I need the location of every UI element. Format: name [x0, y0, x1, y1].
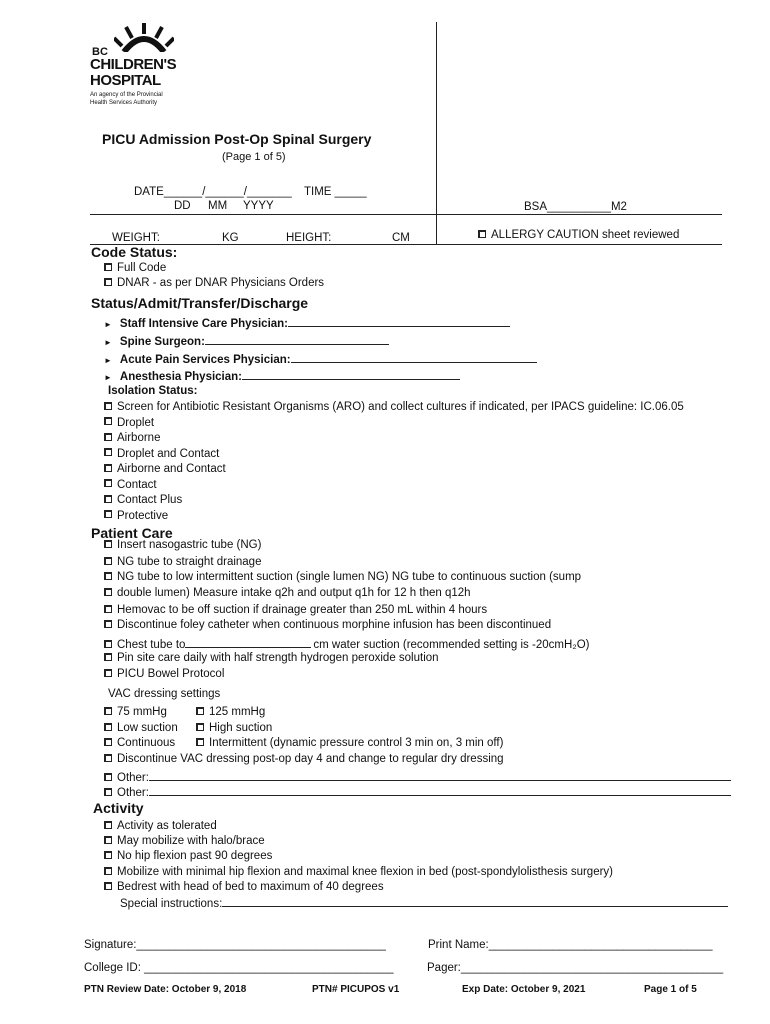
- logo-bc: BC: [92, 46, 108, 58]
- status-heading: Status/Admit/Transfer/Discharge: [91, 295, 309, 311]
- vac-discontinue[interactable]: Discontinue VAC dressing post-op day 4 and change to regular dry dressing: [104, 753, 504, 765]
- checkbox-row[interactable]: [104, 850, 272, 862]
- page-title: PICU Admission Post-Op Spinal Surgery: [102, 131, 372, 147]
- print-name-field[interactable]: Print Name:___________________________________: [428, 939, 713, 951]
- checkbox-label: Pin site care daily with half strength hydrogen peroxide solution: [117, 652, 439, 664]
- checkbox-label: Droplet and Contact: [117, 447, 220, 460]
- checkbox-label: Droplet: [117, 416, 155, 429]
- staff-physician-field[interactable]: ► Staff Intensive Care Physician:: [104, 315, 510, 330]
- checkbox-row[interactable]: [104, 636, 590, 651]
- acute-pain-field[interactable]: ► Acute Pain Services Physician:: [104, 351, 537, 366]
- checkbox[interactable]: [104, 588, 112, 596]
- checkbox[interactable]: [104, 707, 112, 715]
- code-full-code[interactable]: Full Code: [104, 262, 166, 274]
- special-instructions[interactable]: Special instructions:: [120, 895, 728, 910]
- vac-125[interactable]: 125 mmHg: [196, 706, 265, 718]
- bsa-field[interactable]: BSA__________M2: [524, 201, 627, 213]
- checkbox[interactable]: [104, 402, 112, 410]
- checkbox-row[interactable]: [104, 432, 160, 444]
- bullet-arrow-icon: ►: [104, 373, 112, 382]
- patient-care-heading: Patient Care: [91, 525, 173, 541]
- review-date: PTN Review Date: October 9, 2018: [84, 984, 247, 995]
- checkbox-row[interactable]: [104, 587, 471, 599]
- bullet-arrow-icon: ►: [104, 356, 112, 365]
- checkbox-row[interactable]: [104, 556, 261, 568]
- checkbox-row[interactable]: [104, 881, 384, 893]
- checkbox-label: Airborne: [117, 432, 161, 444]
- checkbox[interactable]: [104, 417, 112, 425]
- checkbox[interactable]: [104, 653, 112, 661]
- checkbox[interactable]: [104, 754, 112, 762]
- bullet-arrow-icon: ►: [104, 320, 112, 329]
- logo-hospital: HOSPITAL: [90, 72, 161, 89]
- other-1[interactable]: Other:: [104, 769, 731, 784]
- allergy-checkbox[interactable]: [478, 230, 486, 238]
- anesthesia-field[interactable]: ► Anesthesia Physician:: [104, 368, 460, 383]
- checkbox-label: Chest tube to: [117, 639, 186, 651]
- checkbox[interactable]: [104, 851, 112, 859]
- checkbox[interactable]: [104, 836, 112, 844]
- date-yyyy-label: YYYY: [243, 200, 274, 212]
- exp-date: Exp Date: October 9, 2021: [462, 984, 586, 995]
- page-number: Page 1 of 5: [644, 984, 697, 995]
- checkbox-row[interactable]: [104, 417, 154, 429]
- checkbox[interactable]: [104, 867, 112, 875]
- vac-continuous[interactable]: Continuous: [104, 737, 175, 749]
- allergy-checkbox-row[interactable]: [478, 229, 679, 241]
- kg-label: KG: [222, 232, 239, 244]
- date-mm-label: MM: [208, 200, 228, 212]
- checkbox[interactable]: [104, 263, 112, 271]
- checkbox-row[interactable]: [104, 494, 182, 506]
- checkbox-label: Airborne and Contact: [117, 463, 226, 475]
- checkbox-label: Contact Plus: [117, 494, 183, 506]
- checkbox[interactable]: [104, 495, 112, 503]
- checkbox-label: Screen for Antibiotic Resistant Organisms (ARO) and collect cultures if indicated, per IPACS guideline: IC.06.05: [117, 401, 684, 413]
- checkbox-row[interactable]: [104, 539, 261, 551]
- checkbox[interactable]: [104, 433, 112, 441]
- vac-high[interactable]: High suction: [196, 722, 272, 734]
- time-field[interactable]: TIME _____: [304, 186, 367, 198]
- checkbox[interactable]: [104, 464, 112, 472]
- checkbox[interactable]: [104, 723, 112, 731]
- weight-label: WEIGHT:: [112, 232, 160, 244]
- activity-heading: Activity: [93, 800, 144, 816]
- vac-low[interactable]: Low suction: [104, 722, 178, 734]
- cm-label: CM: [392, 232, 410, 244]
- checkbox-label: Bedrest with head of bed to maximum of 40 degrees: [117, 880, 384, 893]
- checkbox[interactable]: [104, 669, 112, 677]
- sun-icon: [114, 22, 174, 52]
- header-rule-1: [90, 214, 722, 215]
- checkbox-row[interactable]: [104, 668, 224, 680]
- checkbox[interactable]: [196, 738, 204, 746]
- checkbox[interactable]: [104, 738, 112, 746]
- checkbox-row[interactable]: [104, 820, 217, 832]
- vac-intermittent[interactable]: Intermittent (dynamic pressure control 3 min on, 3 min off): [196, 737, 503, 749]
- vac-75[interactable]: 75 mmHg: [104, 706, 167, 718]
- header-rule-2: [90, 244, 722, 245]
- header-divider: [436, 22, 437, 245]
- code-status-heading: Code Status:: [91, 244, 178, 260]
- checkbox[interactable]: [104, 572, 112, 580]
- vac-heading: VAC dressing settings: [108, 688, 221, 700]
- checkbox[interactable]: [104, 773, 112, 781]
- chest-tube-blank[interactable]: [185, 636, 311, 648]
- checkbox[interactable]: [104, 620, 112, 628]
- checkbox-row[interactable]: [104, 835, 265, 847]
- checkbox[interactable]: [104, 788, 112, 796]
- checkbox[interactable]: [104, 510, 112, 518]
- checkbox-label: NG tube to straight drainage: [117, 556, 262, 568]
- checkbox-label: PICU Bowel Protocol: [117, 668, 225, 680]
- college-id-field[interactable]: College ID: _______________________________________: [84, 962, 394, 974]
- bullet-arrow-icon: ►: [104, 338, 112, 347]
- isolation-heading: Isolation Status:: [108, 385, 198, 397]
- checkbox[interactable]: [104, 448, 112, 456]
- hospital-logo: [90, 22, 200, 112]
- checkbox-label: Contact: [117, 478, 157, 491]
- spine-surgeon-field[interactable]: ► Spine Surgeon:: [104, 333, 389, 348]
- date-dd-label: DD: [174, 200, 191, 212]
- checkbox[interactable]: [196, 707, 204, 715]
- checkbox[interactable]: [104, 557, 112, 565]
- chest-tube-suffix: cm water suction (recommended setting is -20cmH₂O): [313, 639, 590, 651]
- logo-childrens: CHILDREN'S: [90, 56, 177, 73]
- checkbox-label: Hemovac to be off suction if drainage greater than 250 mL within 4 hours: [117, 604, 488, 616]
- checkbox-row[interactable]: [104, 571, 581, 583]
- checkbox[interactable]: [104, 540, 112, 548]
- checkbox-label: Discontinue foley catheter when continuous morphine infusion has been discontinued: [117, 619, 552, 631]
- checkbox[interactable]: [196, 723, 204, 731]
- checkbox[interactable]: [104, 640, 112, 648]
- checkbox-row[interactable]: [104, 401, 684, 413]
- checkbox-row[interactable]: [104, 604, 487, 616]
- checkbox[interactable]: [104, 882, 112, 890]
- checkbox-label: NG tube to low intermittent suction (single lumen NG) NG tube to continuous suction (sump: [117, 571, 582, 583]
- checkbox[interactable]: [104, 479, 112, 487]
- checkbox-row[interactable]: [104, 510, 168, 522]
- pager-field[interactable]: Pager:_________________________________________: [427, 962, 724, 974]
- checkbox-row[interactable]: [104, 479, 157, 491]
- checkbox-label: Activity as tolerated: [117, 820, 217, 832]
- checkbox-label: No hip flexion past 90 degrees: [117, 850, 273, 863]
- checkbox[interactable]: [104, 821, 112, 829]
- checkbox-label: Insert nasogastric tube (NG): [117, 539, 262, 551]
- logo-tagline-1: An agency of the Provincial: [90, 92, 163, 98]
- page-count: (Page 1 of 5): [222, 151, 286, 163]
- checkbox-label: double lumen) Measure intake q2h and output q1h for 12 h then q12h: [117, 587, 471, 599]
- checkbox-row[interactable]: [104, 619, 551, 631]
- height-label: HEIGHT:: [286, 232, 332, 244]
- ptn-number: PTN# PICUPOS v1: [312, 984, 400, 995]
- date-field[interactable]: DATE______/______/_______: [134, 186, 292, 198]
- checkbox[interactable]: [104, 278, 112, 286]
- code-dnar[interactable]: DNAR - as per DNAR Physicians Orders: [104, 277, 324, 289]
- checkbox-row[interactable]: [104, 652, 439, 664]
- checkbox-row[interactable]: [104, 866, 613, 878]
- checkbox-label: May mobilize with halo/brace: [117, 835, 265, 848]
- checkbox-row[interactable]: [104, 463, 226, 475]
- logo-tagline-2: Health Services Authority: [90, 100, 158, 106]
- signature-field[interactable]: Signature:_______________________________________: [84, 939, 386, 951]
- other-2[interactable]: Other:: [104, 784, 731, 799]
- checkbox-label: Protective: [117, 509, 169, 522]
- allergy-label: ALLERGY CAUTION sheet reviewed: [491, 229, 680, 241]
- checkbox[interactable]: [104, 605, 112, 613]
- checkbox-label: Mobilize with minimal hip flexion and maximal knee flexion in bed (post-spondylolisthesis surgery): [117, 865, 613, 878]
- checkbox-row[interactable]: [104, 448, 219, 460]
